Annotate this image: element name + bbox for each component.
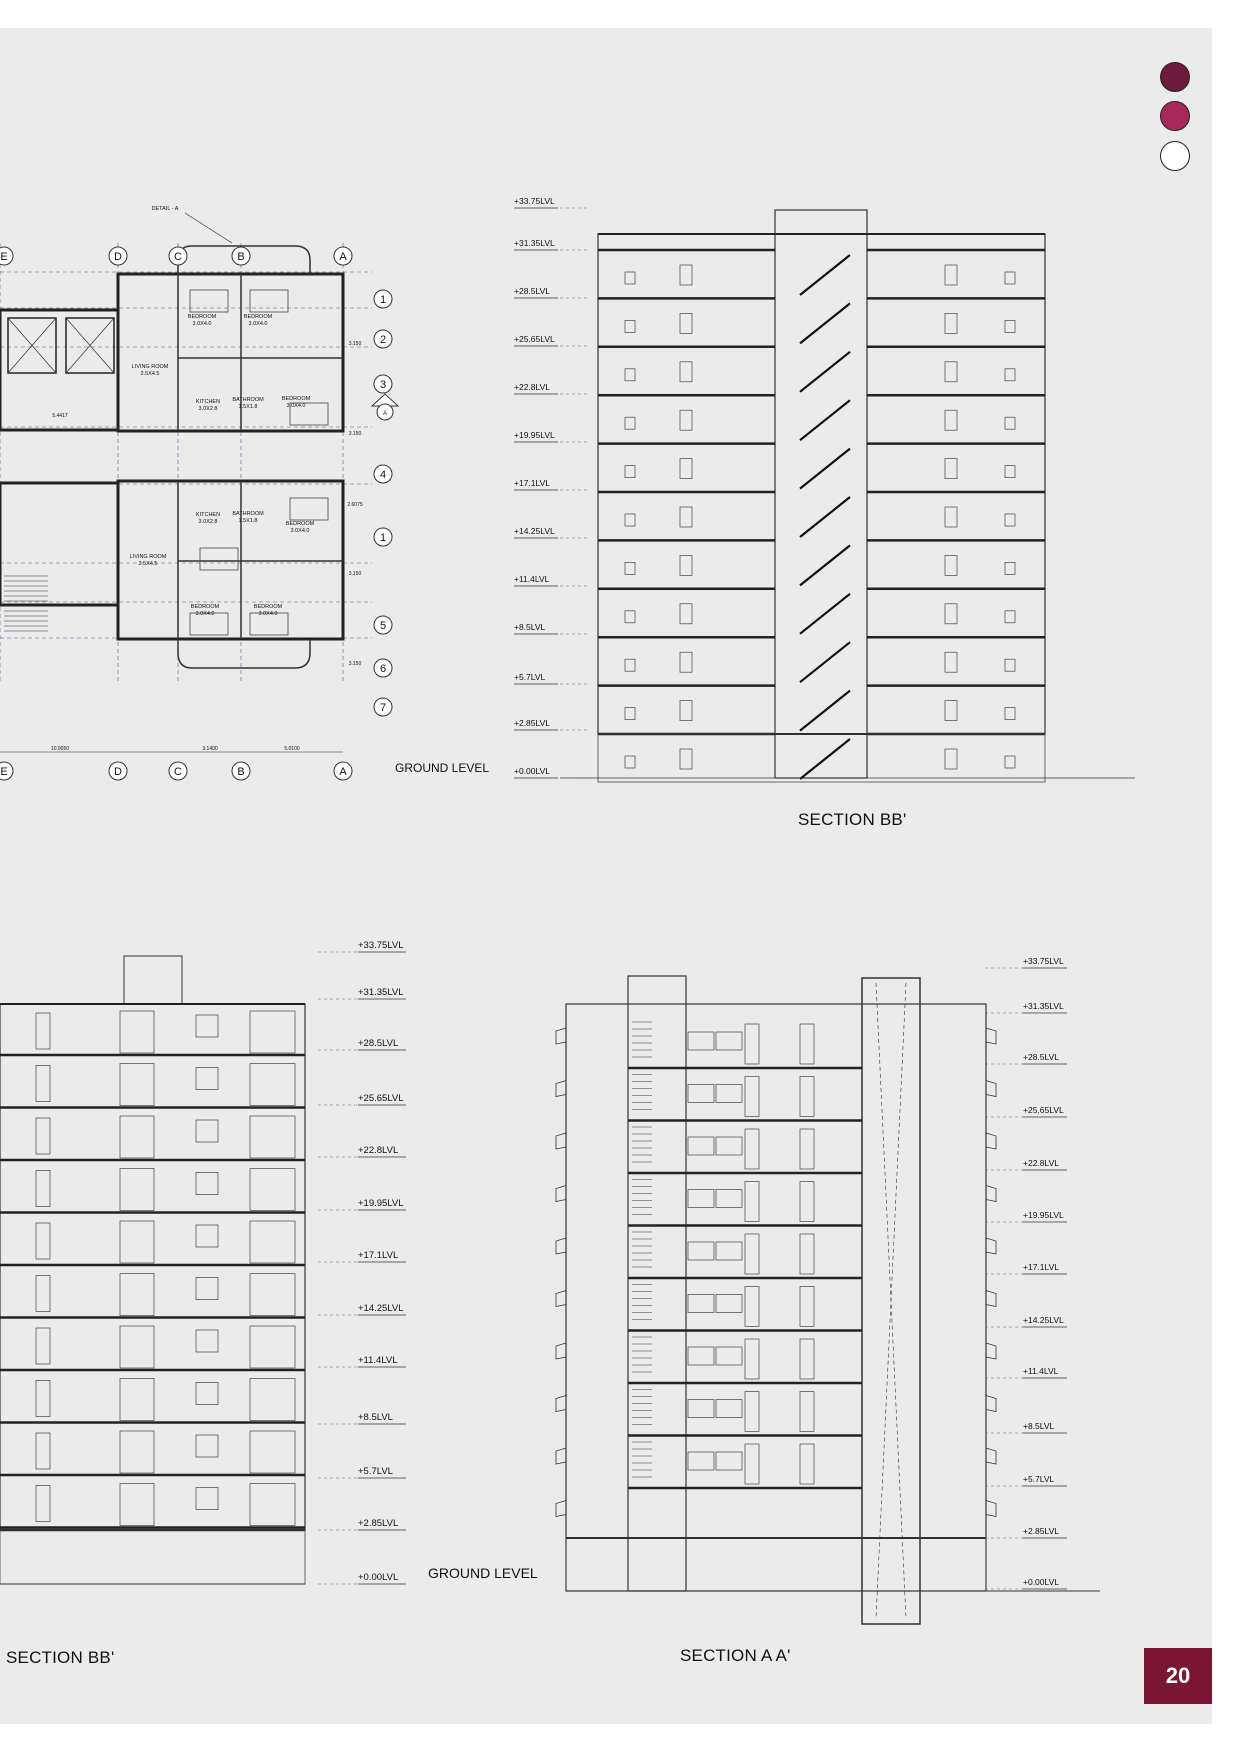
section-bb-top-fixture	[625, 320, 635, 332]
section-aa-canopy	[986, 1448, 996, 1464]
section-bb-top-level-label: +28.5LVL	[514, 286, 551, 296]
section-bb-top-stair-flight	[800, 400, 850, 440]
section-bb-bottom-level-label: +5.7LVL	[358, 1466, 393, 1477]
section-aa-door	[800, 1234, 814, 1274]
section-bb-bottom-door	[120, 1431, 154, 1473]
section-aa-door	[745, 1287, 759, 1327]
plan-grid-letter: C	[174, 251, 182, 263]
section-bb-bottom-door	[36, 1328, 50, 1364]
section-bb-top-level-label: +14.25LVL	[514, 526, 555, 536]
section-bb-top-building-outline	[598, 234, 1045, 734]
section-bb-top-door	[680, 410, 692, 430]
section-bb-bottom-window	[196, 1435, 218, 1457]
section-aa-canopy	[556, 1133, 566, 1149]
section-bb-top-stair-flight	[800, 691, 850, 731]
section-aa-foundation	[566, 1538, 986, 1591]
section-aa-canopy	[986, 1028, 996, 1044]
section-aa-door	[745, 1234, 759, 1274]
plan-room-name: BATHROOM	[232, 397, 264, 403]
section-bb-bottom-window	[196, 1488, 218, 1510]
section-aa-canopy	[556, 1501, 566, 1517]
section-bb-top-door	[680, 265, 692, 285]
section-bb-top-fixture	[625, 708, 635, 720]
section-aa-door	[745, 1129, 759, 1169]
section-aa-level-label: +14.25LVL	[1023, 1315, 1064, 1325]
plan-room-size: 2.5X4.5	[138, 561, 158, 567]
section-aa-window	[716, 1137, 742, 1155]
section-aa-window	[688, 1137, 714, 1155]
accent-dot-light	[1160, 141, 1190, 171]
section-aa-canopy	[986, 1501, 996, 1517]
section-bb-top-fixture	[625, 369, 635, 381]
section-aa-window	[688, 1347, 714, 1365]
plan-dimension-text: 3.150	[348, 431, 362, 437]
section-aa-canopy	[986, 1081, 996, 1097]
plan-room-size: 1.5X1.8	[238, 404, 258, 410]
plan-grid-letter: E	[0, 251, 8, 263]
plan-wall-core-lower	[0, 483, 118, 605]
plan-grid-letter: B	[237, 251, 245, 263]
plan-grid-number: 5	[379, 620, 387, 632]
section-bb-top-door	[680, 313, 692, 333]
plan-room-size: 2.5X4.5	[140, 371, 160, 377]
drawing-sheet	[0, 28, 1212, 1724]
section-bb-top-door	[680, 555, 692, 575]
section-bb-bottom-level-label: +31.35LVL	[358, 987, 404, 998]
section-bb-top-fixture	[625, 659, 635, 671]
plan-grid-number: 6	[379, 663, 387, 675]
section-aa-window	[716, 1085, 742, 1103]
section-bb-top-stair-flight	[800, 303, 850, 343]
caption-section-bb-top: SECTION BB'	[798, 810, 907, 829]
plan-grid-number: 4	[379, 469, 387, 481]
section-bb-top-stair-flight	[800, 352, 850, 392]
section-bb-top-door	[945, 362, 957, 382]
section-aa-door	[745, 1077, 759, 1117]
section-bb-top-door	[945, 410, 957, 430]
plan-grid-number: 3	[379, 379, 387, 391]
section-bb-top-fixture	[625, 272, 635, 284]
plan-detail-leader	[185, 213, 232, 243]
section-aa-door	[800, 1392, 814, 1432]
plan-wall-unit-upper	[118, 274, 343, 431]
section-bb-top-fixture	[1005, 562, 1015, 574]
section-aa-window	[716, 1295, 742, 1313]
plan-room-size: 3.0X2.8	[198, 406, 218, 412]
plan-room-size: 3.0X4.0	[195, 611, 215, 617]
section-bb-bottom-foundation	[0, 1530, 305, 1584]
section-bb-bottom-level-label: +19.95LVL	[358, 1198, 404, 1209]
section-bb-top-fixture	[1005, 369, 1015, 381]
plan-grid-number: 1	[379, 532, 387, 544]
section-bb-bottom-window	[196, 1225, 218, 1247]
plan-wall-core-upper	[0, 310, 118, 430]
section-aa-level-label: +2.85LVL	[1023, 1526, 1060, 1536]
section-bb-bottom-stair-bay	[250, 1379, 295, 1421]
section-aa-door	[745, 1024, 759, 1064]
section-bb-top-door	[945, 749, 957, 769]
section-bb-bottom-window	[196, 1383, 218, 1405]
section-bb-top-fixture	[625, 562, 635, 574]
section-bb-top-door	[945, 555, 957, 575]
section-bb-bottom-door	[36, 1066, 50, 1102]
section-aa-canopy	[986, 1238, 996, 1254]
section-bb-top	[395, 210, 1135, 782]
section-bb-bottom-door	[120, 1326, 154, 1368]
section-bb-bottom-level-label: +14.25LVL	[358, 1303, 404, 1314]
plan-room-name: BEDROOM	[253, 604, 283, 610]
section-bb-top-stair-flight	[800, 255, 850, 295]
section-bb-bottom	[0, 956, 538, 1584]
section-bb-top-foundation	[598, 734, 1045, 782]
section-aa-door	[800, 1287, 814, 1327]
plan-room-name: LIVING ROOM	[129, 554, 167, 560]
section-bb-top-fixture	[1005, 756, 1015, 768]
section-bb-bottom-door	[120, 1379, 154, 1421]
plan-room-size: 3.0X4.0	[290, 528, 310, 534]
section-bb-bottom-window	[196, 1330, 218, 1352]
section-bb-bottom-level-label: +22.8LVL	[358, 1145, 399, 1156]
section-bb-bottom-level-label: +17.1LVL	[358, 1250, 399, 1261]
section-bb-bottom-stair-bay	[250, 1116, 295, 1158]
section-bb-bottom-level-label: +8.5LVL	[358, 1412, 393, 1423]
section-bb-bottom-level-label: +2.85LVL	[358, 1518, 399, 1529]
section-aa-window	[716, 1242, 742, 1260]
section-bb-top-stair-flight	[800, 449, 850, 489]
plan-room-name: BEDROOM	[187, 314, 217, 320]
section-aa-level-label: +25.65LVL	[1023, 1105, 1064, 1115]
section-bb-bottom-stair-bay	[250, 1011, 295, 1053]
section-bb-top-fixture	[1005, 466, 1015, 478]
section-aa-level-label: +5.7LVL	[1023, 1474, 1055, 1484]
section-bb-bottom-door	[36, 1486, 50, 1522]
section-aa-window	[688, 1190, 714, 1208]
section-bb-bottom-door	[120, 1011, 154, 1053]
section-bb-top-stair-core	[775, 210, 867, 778]
section-aa-canopy	[986, 1186, 996, 1202]
section-aa-canopy	[556, 1291, 566, 1307]
plan-grid-letter: D	[114, 251, 122, 263]
section-aa-level-label: +8.5LVL	[1023, 1421, 1055, 1431]
plan-room-name: KITCHEN	[195, 512, 221, 518]
accent-dot-dark	[1160, 62, 1190, 92]
section-bb-bottom-ground-label: GROUND LEVEL	[428, 1565, 538, 1581]
section-bb-bottom-stair-bay	[250, 1169, 295, 1211]
accent-dot-medium	[1160, 101, 1190, 131]
plan-grid-letter: E	[0, 766, 8, 778]
section-bb-top-fixture	[1005, 611, 1015, 623]
section-bb-top-door	[945, 265, 957, 285]
section-bb-bottom-door	[36, 1013, 50, 1049]
section-aa-level-label: +11.4LVL	[1023, 1366, 1059, 1376]
plan-grid-letter: D	[114, 766, 122, 778]
section-aa-door	[800, 1182, 814, 1222]
section-bb-top-door	[680, 749, 692, 769]
section-aa-canopy	[556, 1343, 566, 1359]
section-bb-top-stair-flight	[800, 642, 850, 682]
section-aa-window	[716, 1032, 742, 1050]
plan-room-size: 3.0X4.0	[286, 403, 306, 409]
plan-dimension-text: 3.150	[348, 661, 362, 667]
plan-bed	[290, 498, 328, 520]
caption-section-bb-bottom: SECTION BB'	[6, 1648, 115, 1667]
section-aa-canopy	[556, 1396, 566, 1412]
plan-grid-number: 2	[379, 334, 387, 346]
plan-room-size: 3.0X4.0	[258, 611, 278, 617]
section-bb-top-stair-flight	[800, 545, 850, 585]
caption-section-aa: SECTION A A'	[680, 1646, 791, 1665]
section-bb-top-level-label: +2.85LVL	[514, 718, 551, 728]
plan-dimension-text: 5.4417	[52, 413, 68, 419]
section-bb-bottom-level-label: +25.65LVL	[358, 1093, 404, 1104]
section-bb-bottom-stair-bay	[250, 1326, 295, 1368]
section-bb-bottom-door	[120, 1064, 154, 1106]
section-aa-door	[800, 1129, 814, 1169]
section-aa-canopy	[986, 1133, 996, 1149]
section-aa-window	[716, 1452, 742, 1470]
section-bb-top-fixture	[1005, 320, 1015, 332]
plan-room-name: BEDROOM	[281, 396, 311, 402]
section-bb-bottom-door	[36, 1223, 50, 1259]
section-bb-top-door	[680, 507, 692, 527]
section-bb-top-fixture	[1005, 272, 1015, 284]
plan-dimension-text: 3.1400	[202, 746, 218, 752]
section-aa-window	[716, 1400, 742, 1418]
plan-room-name: BATHROOM	[232, 511, 264, 517]
plan-grid-letter: B	[237, 766, 245, 778]
section-bb-top-fixture	[1005, 417, 1015, 429]
plan-room-size: 3.0X2.8	[198, 519, 218, 525]
section-bb-bottom-level-label: +28.5LVL	[358, 1038, 399, 1049]
section-bb-bottom-door	[120, 1484, 154, 1526]
section-bb-bottom-level-label: +33.75LVL	[358, 940, 404, 951]
plan-dimension-text: 5.0100	[284, 746, 300, 752]
plan-room-name: LIVING ROOM	[131, 364, 169, 370]
section-bb-bottom-stair-bay	[250, 1431, 295, 1473]
section-bb-top-door	[680, 362, 692, 382]
section-bb-top-fixture	[1005, 659, 1015, 671]
section-aa-canopy	[986, 1343, 996, 1359]
section-bb-bottom-door	[120, 1169, 154, 1211]
section-aa-canopy	[556, 1186, 566, 1202]
section-aa-level-label: +17.1LVL	[1023, 1262, 1060, 1272]
plan-detail-label: DETAIL - A	[151, 206, 179, 212]
section-bb-bottom-door	[36, 1433, 50, 1469]
section-bb-top-fixture	[1005, 514, 1015, 526]
plan-bed	[200, 548, 238, 570]
section-bb-bottom-window	[196, 1278, 218, 1300]
architectural-drawing	[0, 28, 1212, 1724]
section-aa-building-outline	[566, 1004, 986, 1591]
section-aa-window	[688, 1085, 714, 1103]
section-bb-top-door	[945, 701, 957, 721]
section-aa-canopy	[986, 1396, 996, 1412]
section-aa-door	[800, 1077, 814, 1117]
section-bb-top-fixture	[625, 514, 635, 526]
section-bb-bottom-level-label: +0.00LVL	[358, 1572, 399, 1583]
section-bb-top-fixture	[625, 466, 635, 478]
section-aa-door	[745, 1444, 759, 1484]
section-aa-level-label: +22.8LVL	[1023, 1158, 1060, 1168]
section-aa-canopy	[556, 1081, 566, 1097]
section-aa-window	[688, 1452, 714, 1470]
section-aa-window	[716, 1190, 742, 1208]
section-aa-window	[688, 1242, 714, 1260]
section-bb-top-level-label: +25.65LVL	[514, 334, 555, 344]
section-bb-top-stair-flight	[800, 739, 850, 779]
plan-bed	[250, 290, 288, 312]
page-number: 20	[1165, 1663, 1191, 1688]
section-bb-bottom-stair-bay	[250, 1064, 295, 1106]
section-bb-top-door	[945, 313, 957, 333]
section-bb-top-door	[945, 652, 957, 672]
section-bb-top-door	[680, 459, 692, 479]
section-aa-canopy	[556, 1028, 566, 1044]
plan-grid-letter: A	[339, 766, 347, 778]
section-aa-door	[800, 1444, 814, 1484]
plan-dimension-text: 3.150	[348, 341, 362, 347]
section-bb-top-level-label: +22.8LVL	[514, 382, 551, 392]
section-bb-top-level-label: +19.95LVL	[514, 430, 555, 440]
section-aa-canopy	[556, 1448, 566, 1464]
section-bb-top-fixture	[625, 417, 635, 429]
section-aa-window	[688, 1400, 714, 1418]
section-aa-canopy	[556, 1238, 566, 1254]
section-aa-level-label: +0.00LVL	[1023, 1577, 1060, 1587]
section-bb-top-fixture	[625, 756, 635, 768]
floor-plan	[0, 206, 398, 780]
section-aa-door	[745, 1392, 759, 1432]
section-aa-door	[800, 1339, 814, 1379]
plan-balcony-bottom	[178, 639, 310, 668]
section-aa-door	[745, 1182, 759, 1222]
section-aa-window	[688, 1295, 714, 1313]
plan-room-name: KITCHEN	[195, 399, 221, 405]
section-bb-top-stair-flight	[800, 594, 850, 634]
section-bb-top-fixture	[625, 611, 635, 623]
section-bb-bottom-stair-bay	[250, 1484, 295, 1526]
section-bb-bottom-stair-bay	[250, 1274, 295, 1316]
section-bb-top-stair-flight	[800, 497, 850, 537]
plan-room-size: 3.0X4.0	[248, 321, 268, 327]
section-bb-bottom-door	[36, 1171, 50, 1207]
section-aa-level-label: +31.35LVL	[1023, 1001, 1064, 1011]
section-bb-top-door	[680, 701, 692, 721]
plan-room-name: BEDROOM	[285, 521, 315, 527]
section-bb-top-level-label: +33.75LVL	[514, 196, 555, 206]
plan-room-name: BEDROOM	[243, 314, 273, 320]
section-bb-bottom-building-outline	[0, 1004, 305, 1530]
section-bb-top-door	[945, 507, 957, 527]
section-bb-bottom-window	[196, 1173, 218, 1195]
section-bb-top-level-label: +31.35LVL	[514, 238, 555, 248]
section-bb-top-fixture	[1005, 708, 1015, 720]
section-bb-top-door	[945, 459, 957, 479]
section-bb-bottom-door	[36, 1276, 50, 1312]
section-bb-bottom-door	[120, 1274, 154, 1316]
section-aa-door	[745, 1339, 759, 1379]
section-aa-window	[716, 1347, 742, 1365]
section-bb-bottom-roof-structure	[124, 956, 182, 1004]
section-bb-bottom-window	[196, 1120, 218, 1142]
section-bb-top-level-label: +0.00LVL	[514, 766, 551, 776]
section-aa-level-label: +28.5LVL	[1023, 1052, 1060, 1062]
section-bb-top-level-label: +11.4LVL	[514, 574, 550, 584]
section-bb-bottom-door	[120, 1221, 154, 1263]
section-bb-bottom-door	[36, 1381, 50, 1417]
section-aa-canopy	[986, 1291, 996, 1307]
section-aa	[556, 976, 1100, 1624]
section-bb-top-ground-label: GROUND LEVEL	[395, 761, 490, 775]
plan-dimension-text: 2.6075	[347, 502, 363, 508]
plan-room-name: BEDROOM	[190, 604, 220, 610]
section-bb-bottom-door	[120, 1116, 154, 1158]
plan-bed	[190, 290, 228, 312]
section-bb-top-door	[945, 604, 957, 624]
plan-room-size: 1.5X1.8	[238, 518, 258, 524]
plan-room-size: 3.0X4.0	[192, 321, 212, 327]
plan-dimension-text: 3.150	[348, 571, 362, 577]
plan-section-marker-letter: A	[382, 411, 388, 417]
section-bb-top-door	[680, 604, 692, 624]
section-bb-bottom-stair-bay	[250, 1221, 295, 1263]
plan-wall-unit-lower	[118, 481, 343, 639]
section-aa-door	[800, 1024, 814, 1064]
section-bb-bottom-door	[36, 1118, 50, 1154]
section-bb-top-level-label: +8.5LVL	[514, 622, 546, 632]
section-aa-level-label: +33.75LVL	[1023, 956, 1064, 966]
section-bb-bottom-window	[196, 1068, 218, 1090]
plan-grid-letter: C	[174, 766, 182, 778]
section-aa-window	[688, 1032, 714, 1050]
section-aa-level-label: +19.95LVL	[1023, 1210, 1064, 1220]
section-bb-top-level-label: +17.1LVL	[514, 478, 551, 488]
section-bb-top-door	[680, 652, 692, 672]
plan-dimension-text: 10.9050	[50, 746, 70, 752]
plan-grid-number: 1	[379, 294, 387, 306]
section-bb-bottom-window	[196, 1015, 218, 1037]
plan-grid-letter: A	[339, 251, 347, 263]
section-bb-bottom-level-label: +11.4LVL	[358, 1355, 398, 1366]
plan-grid-number: 7	[379, 702, 387, 714]
section-bb-top-level-label: +5.7LVL	[514, 672, 546, 682]
